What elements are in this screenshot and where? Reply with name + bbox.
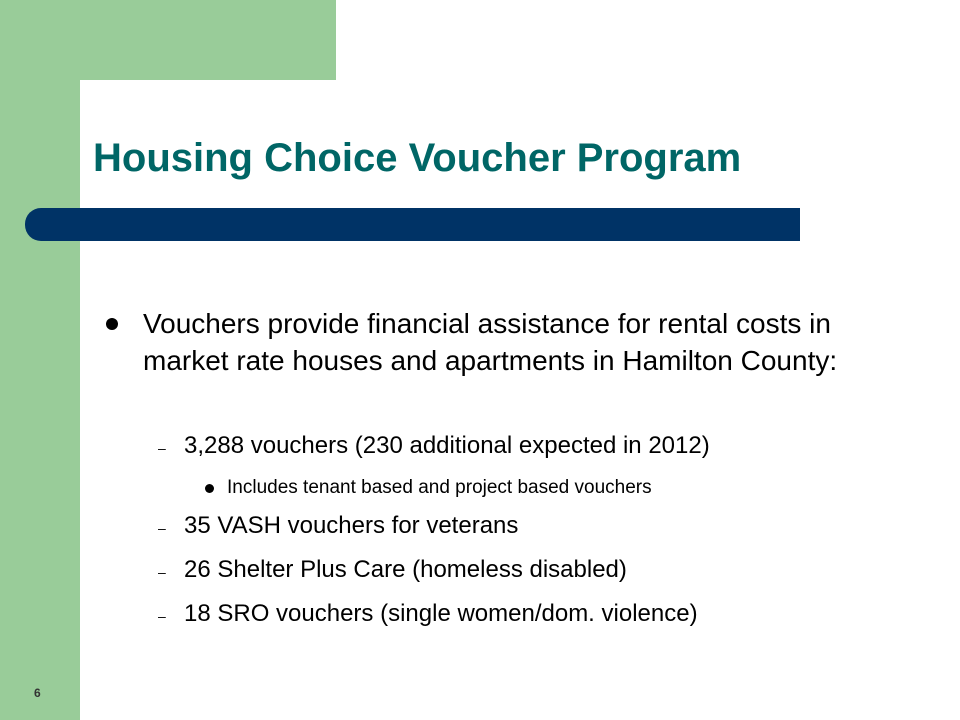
main-bullet-text: Vouchers provide financial assistance for rental costs in market rate houses and apartments in Hamilton County: [143,308,838,376]
bullet-dot-icon [106,318,118,330]
sub-sub-item-text: Includes tenant based and project based vouchers [227,477,652,498]
dash-icon: – [158,520,166,536]
sub-item-text: 26 Shelter Plus Care (homeless disabled) [184,556,627,583]
sub-item-text: 35 VASH vouchers for veterans [184,512,519,539]
dash-icon: – [158,440,166,456]
slide-number: 6 [34,686,41,700]
sub-item-text: 18 SRO vouchers (single women/dom. violence) [184,600,698,627]
dash-icon: – [158,564,166,580]
dash-icon: – [158,608,166,624]
slide-title: Housing Choice Voucher Program [93,136,742,180]
sub-bullet-dot-icon [205,484,214,493]
sub-item-text: 3,288 vouchers (230 additional expected in 2012) [184,432,710,459]
